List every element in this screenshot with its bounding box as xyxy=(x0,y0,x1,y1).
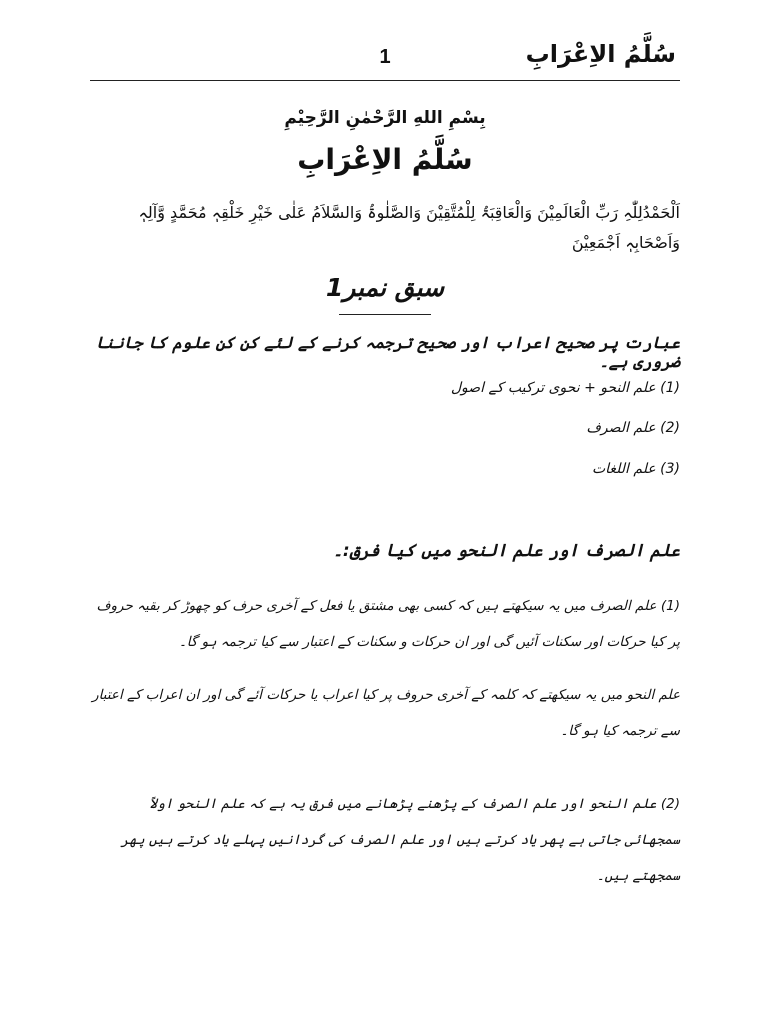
science-list-item: (2) علم الصرف xyxy=(586,420,680,436)
bismillah: بِسْمِ اللهِ الرَّحْمٰنِ الرَّحِيْمِ xyxy=(284,108,486,128)
science-list-item: (3) علم اللغات xyxy=(591,461,680,477)
science-list-item: (1) علم النحو + نحوی ترکیب کے اصول xyxy=(450,380,680,396)
question-heading-1: عبارت پر صحیح اعراب اور صحیح ترجمہ کرنے کے لئے کن کن علوم کا جاننا ضروری ہے۔ xyxy=(95,333,680,371)
question-heading-2: علم الصرف اور علم النحو میں کیا فرق:۔ xyxy=(332,541,680,561)
header-title: سُلَّمُ الاِعْرَابِ xyxy=(525,40,676,68)
hamd-paragraph: اَلْحَمْدُلِلّٰہِ رَبِّ الْعَالَمِيْنَ وَالْعَاقِبَۃُ لِلْمُتَّقِيْنَ وَالصَّلٰوۃُ وَالسَّلاَمُ عَلٰی خَيْرِ خَلْقِہٖ مُحَمَّدٍ وَّآلِہٖ وَاَصْحَابِہٖ اَجْمَعِيْنَ xyxy=(138,203,680,252)
body-paragraph: (2) علم النحو اور علم الصرف کے پڑھنے پڑھانے میں فرق یہ ہے کہ علم النحو اولاً سمجھائی جاتی ہے پھر یاد کرتے ہیں اور علم الصرف کی گردانیں پہلے یاد کرتے ہیں پھر سمجھتے ہیں۔ xyxy=(120,796,680,884)
main-title: سُلَّمُ الاِعْرَابِ xyxy=(297,143,473,176)
page-number: 1 xyxy=(379,46,391,68)
body-paragraph: علم النحو میں یہ سیکھتے کہ کلمہ کے آخری حروف پر کیا اعراب یا حرکات آئے گی اور ان اعراب کے اعتبار سے ترجمہ کیا ہو گا۔ xyxy=(92,687,680,739)
lesson-title-underline xyxy=(339,314,431,315)
lesson-title: سبق نمبر1 xyxy=(325,273,445,302)
body-paragraph: (1) علم الصرف میں یہ سیکھتے ہیں کہ کسی بھی مشتق یا فعل کے آخری حرف کو چھوڑ کر بقیہ حروف پر کیا حرکات اور سکنات آئیں گی اور ان حرکات و سکنات کے اعتبار سے کیا ترجمہ ہو گا۔ xyxy=(96,598,680,650)
header-divider xyxy=(90,80,680,81)
